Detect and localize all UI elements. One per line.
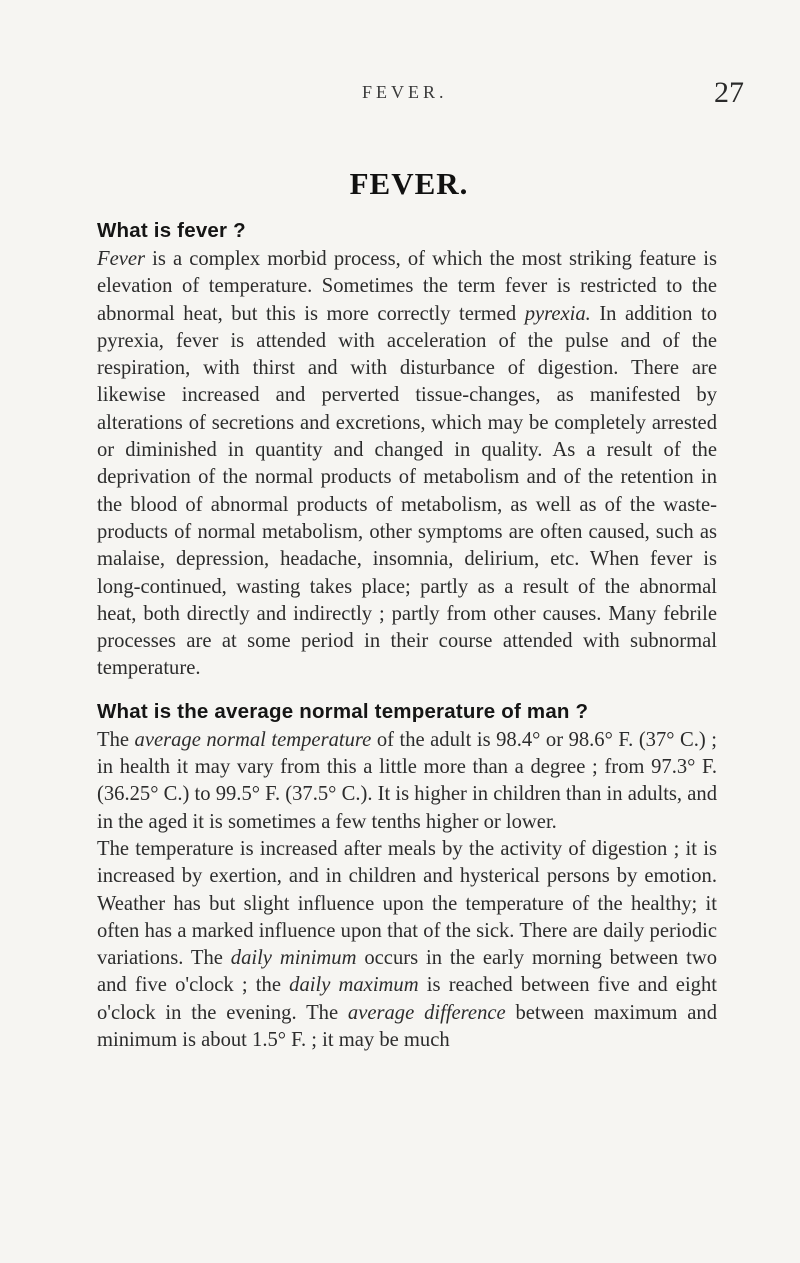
text-run: is a complex morbid process, of which the most striking feature is elevation of temperature. Sometimes the term fever is restricted to the abnormal heat, but this is more correctly termed [97, 248, 717, 325]
italic-term: daily maximum [289, 974, 419, 997]
paragraph [97, 727, 717, 836]
italic-term: daily minimum [230, 947, 357, 970]
text-run: The temperature is increased after meals by the activity of digestion ; it is increased by exertion, and in children and hysterical persons by emotion. Weather has but slight influence upon the temperature of the healthy; it often has a marked influence upon that of the sick. There are daily periodic variations. The [97, 837, 717, 970]
text-run: The [97, 728, 135, 751]
section-question: What is the average normal temperature of man ? [97, 699, 589, 723]
running-head [0, 76, 800, 116]
text-run: In addition to pyrexia, fever is attended with acceleration of the pulse and of the respiration, with thirst and with disturbance of digestion. There are likewise increased and perverted tissue-changes, as manifested by alterations of secretions and excretions, which may be completely arrested or diminished in quantity and changed in quality. As a result of the deprivation of the normal products of metabolism and of the retention in the blood of abnormal products of metabolism, as well as of the waste-products of normal metabolism, other symptoms are often caused, such as malaise, depression, headache, insomnia, delirium, etc. When fever is long-continued, wasting takes place; partly as a result of the abnormal heat, both directly and indirectly ; partly from other causes. Many febrile processes are at some period in their course attended with subnormal temperature. [97, 302, 717, 680]
italic-term: average normal temperature [134, 728, 372, 751]
chapter-title: FEVER. [349, 166, 469, 201]
text-run: between maximum and minimum is about 1.5° F. ; it may be much [97, 1001, 717, 1052]
body-text [97, 216, 717, 1054]
italic-term: Fever [97, 248, 146, 270]
page-number: 27 [714, 76, 744, 109]
text-run: of the adult is 98.4° or 98.6° F. (37° C.) ; in health it may vary from this a little more than a degree ; from 97.3° F. (36.25° C.) to 99.5° F. (37.5° C.). It is higher in children than in adults, and in the aged it is sometimes a few tenths higher or lower. [97, 728, 718, 833]
text-run: occurs in the early morning between two and five o'clock ; the [97, 947, 717, 997]
paragraph [97, 836, 717, 1054]
section-gap [97, 683, 717, 697]
italic-term: average difference [347, 1001, 506, 1024]
paragraph [97, 246, 717, 683]
running-head-title: FEVER. [362, 82, 448, 102]
italic-term: pyrexia. [524, 302, 591, 325]
section-question: What is fever ? [97, 219, 246, 242]
text-run: is reached between five and eight o'clock in the evening. The [97, 974, 717, 1024]
